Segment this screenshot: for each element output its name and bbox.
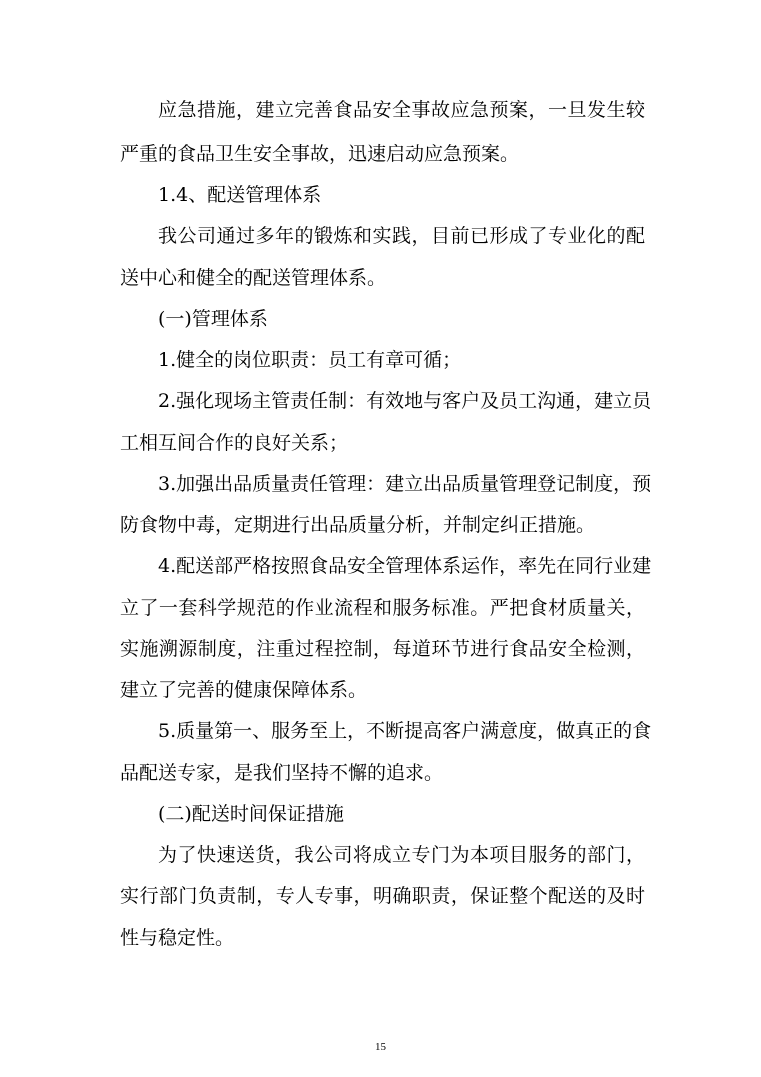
page-number: 15 [375,1041,386,1053]
text-line-8: 2.强化现场主管责任制：有效地与客户及员工沟通，建立员 [158,390,652,412]
section-heading-1-4: 1.4、配送管理体系 [158,184,322,206]
text-line-4: 我公司通过多年的锻炼和实践，目前已形成了专业化的配 [158,225,645,247]
text-line-11: 防食物中毒，定期进行出品质量分析，并制定纠正措施。 [120,514,596,536]
text-line-15: 建立了完善的健康保障体系。 [120,679,368,701]
subheading-management-system: (一)管理体系 [158,308,268,330]
subheading-delivery-time: (二)配送时间保证措施 [158,803,344,825]
text-line-1: 应急措施，建立完善食品安全事故应急预案，一旦发生较 [158,99,645,121]
text-line-19: 为了快速送货，我公司将成立专门为本项目服务的部门， [158,844,645,866]
text-line-7: 1.健全的岗位职责：员工有章可循； [158,349,462,371]
text-line-9: 工相互间合作的良好关系； [120,432,349,454]
text-line-14: 实施溯源制度，注重过程控制，每道环节进行食品安全检测， [120,638,645,660]
text-line-2: 严重的食品卫生安全事故，迅速启动应急预案。 [120,143,520,165]
text-line-20: 实行部门负责制，专人专事，明确职责，保证整个配送的及时 [120,885,645,907]
text-line-10: 3.加强出品质量责任管理：建立出品质量管理登记制度，预 [158,473,652,495]
text-line-21: 性与稳定性。 [120,927,235,949]
text-line-5: 送中心和健全的配送管理体系。 [120,267,387,289]
text-line-13: 立了一套科学规范的作业流程和服务标准。严把食材质量关， [120,597,645,619]
text-line-16: 5.质量第一、服务至上，不断提高客户满意度，做真正的食 [158,720,652,742]
text-line-12: 4.配送部严格按照食品安全管理体系运作，率先在同行业建 [158,555,652,577]
text-line-17: 品配送专家，是我们坚持不懈的追求。 [120,762,444,784]
